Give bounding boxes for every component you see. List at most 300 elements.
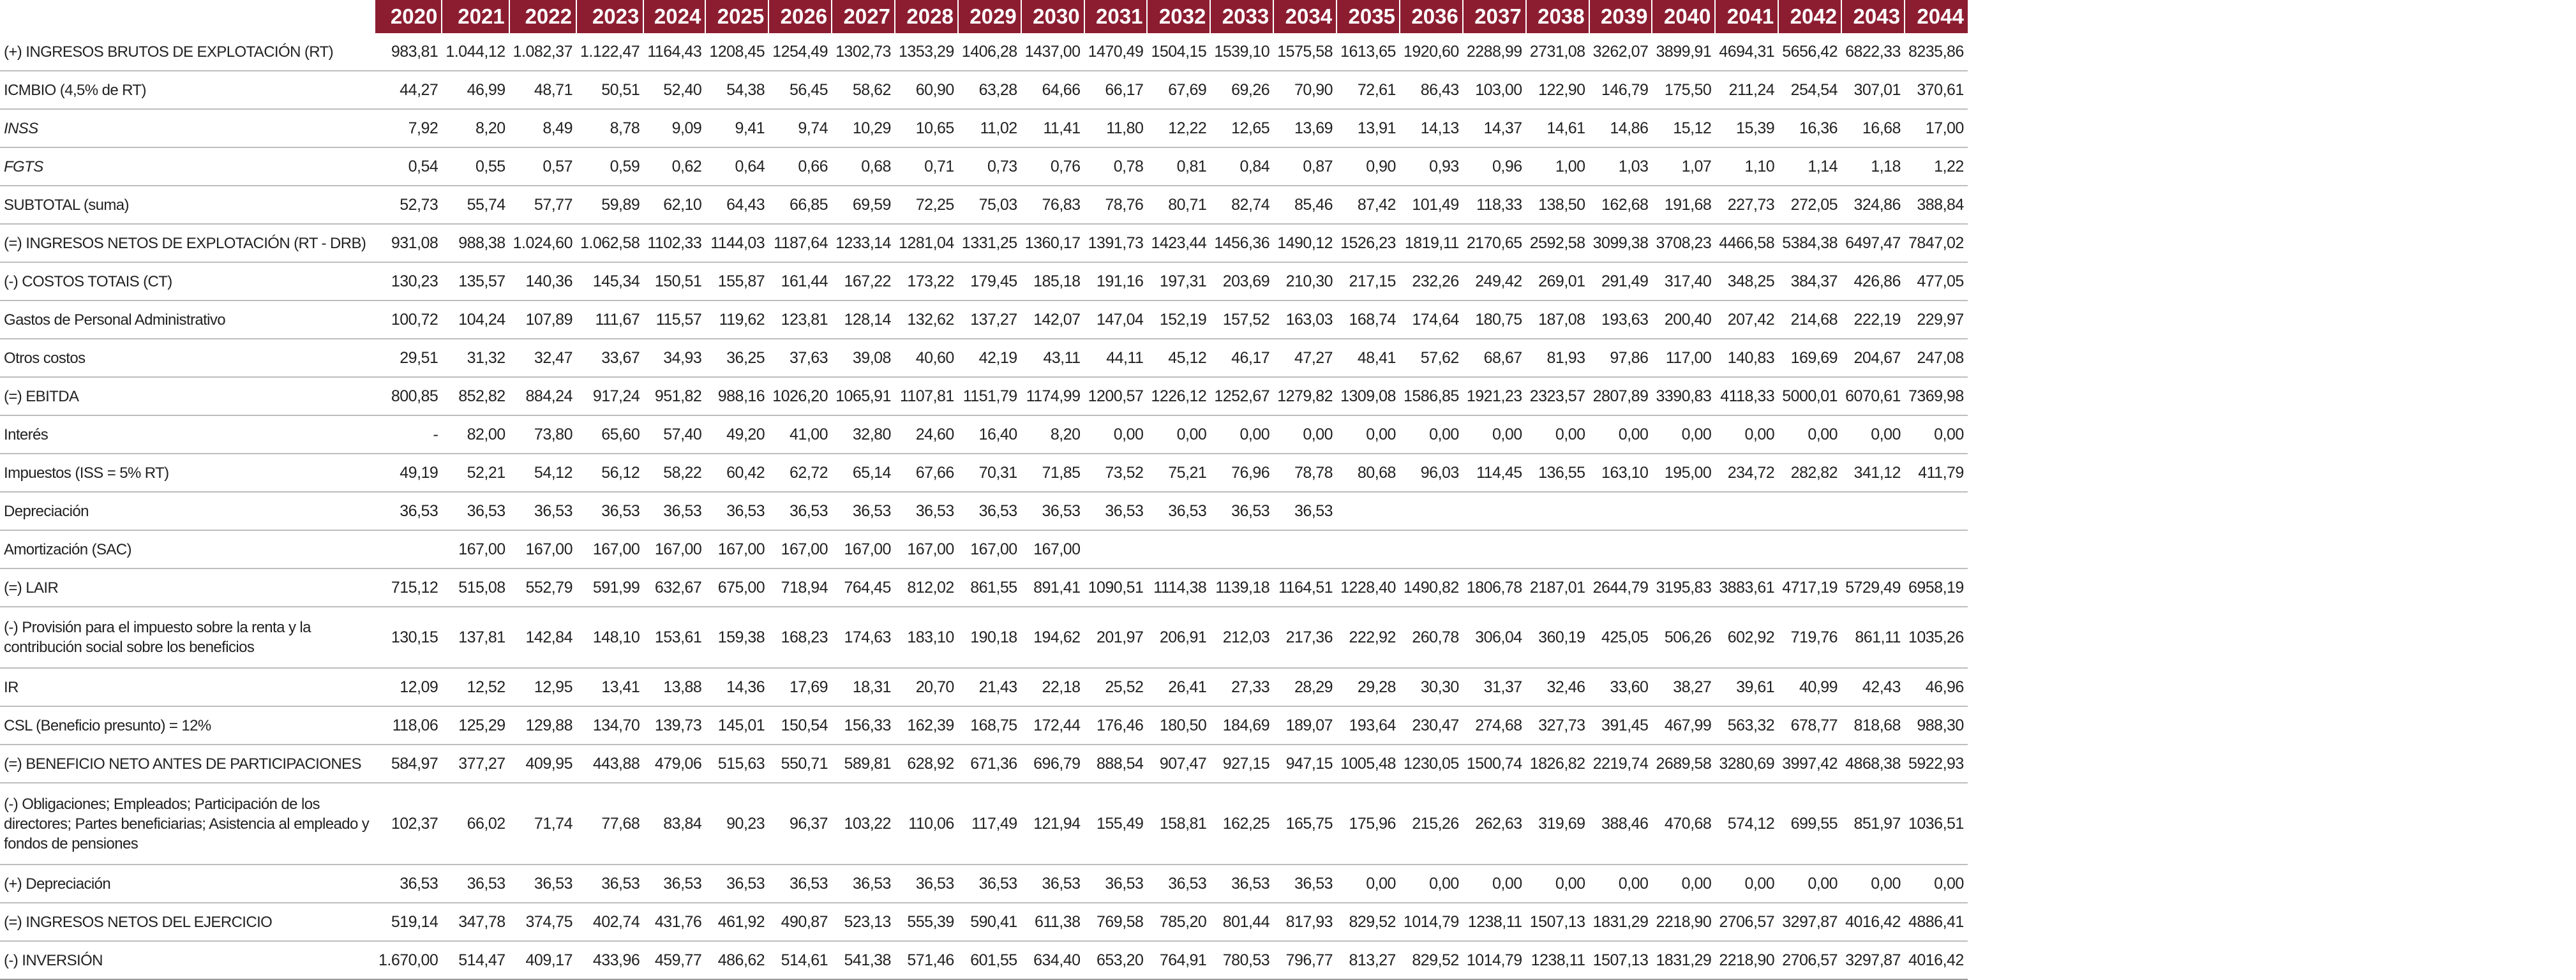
value-cell: 175,96: [1337, 783, 1400, 865]
value-cell: 36,53: [643, 865, 705, 903]
value-cell: 227,73: [1715, 186, 1778, 224]
value-cell: 167,00: [832, 530, 895, 568]
value-cell: 78,78: [1273, 454, 1337, 492]
value-cell: 0,00: [1905, 415, 1968, 454]
value-cell: 167,00: [705, 530, 768, 568]
value-cell: 0,59: [576, 147, 643, 186]
value-cell: 42,43: [1841, 668, 1905, 706]
value-cell: 36,53: [1084, 492, 1148, 530]
row-label: Otros costos: [0, 339, 375, 377]
value-cell: 66,02: [442, 783, 509, 865]
value-cell: 988,30: [1905, 706, 1968, 745]
value-cell: 8,20: [442, 109, 509, 147]
value-cell: [1715, 492, 1778, 530]
value-cell: 66,85: [768, 186, 832, 224]
value-cell: 80,68: [1337, 454, 1400, 492]
value-cell: 1302,73: [832, 33, 895, 71]
value-cell: 195,00: [1652, 454, 1715, 492]
value-cell: 16,68: [1841, 109, 1905, 147]
value-cell: 136,55: [1526, 454, 1589, 492]
value-cell: 1507,13: [1526, 903, 1589, 941]
value-cell: 183,10: [895, 607, 958, 668]
value-cell: 167,00: [442, 530, 509, 568]
value-cell: 73,80: [509, 415, 576, 454]
value-cell: 56,45: [768, 71, 832, 109]
value-cell: 169,69: [1778, 339, 1841, 377]
value-cell: 36,53: [442, 492, 509, 530]
value-cell: 83,84: [643, 783, 705, 865]
value-cell: 0,64: [705, 147, 768, 186]
value-cell: 801,44: [1210, 903, 1273, 941]
value-cell: 1920,60: [1400, 33, 1463, 71]
value-cell: 64,43: [705, 186, 768, 224]
value-cell: 0,00: [1400, 415, 1463, 454]
value-cell: 813,27: [1337, 941, 1400, 979]
value-cell: 282,82: [1778, 454, 1841, 492]
value-cell: 1107,81: [895, 377, 958, 415]
value-cell: 699,55: [1778, 783, 1841, 865]
value-cell: 64,66: [1021, 71, 1084, 109]
value-cell: 137,27: [958, 301, 1021, 339]
value-cell: 168,75: [958, 706, 1021, 745]
value-cell: [1778, 492, 1841, 530]
value-cell: 52,21: [442, 454, 509, 492]
value-cell: 0,00: [1778, 865, 1841, 903]
value-cell: 117,00: [1652, 339, 1715, 377]
value-cell: 162,25: [1210, 783, 1273, 865]
value-cell: 180,50: [1147, 706, 1210, 745]
value-cell: 146,79: [1589, 71, 1652, 109]
value-cell: 75,21: [1147, 454, 1210, 492]
value-cell: 57,40: [643, 415, 705, 454]
value-cell: 175,50: [1652, 71, 1715, 109]
value-cell: 9,74: [768, 109, 832, 147]
value-cell: 374,75: [509, 903, 576, 941]
row-label: (-) Provisión para el impuesto sobre la renta y la contribución social sobre los beneficios: [0, 607, 375, 668]
value-cell: 29,28: [1337, 668, 1400, 706]
value-cell: 0,00: [1715, 415, 1778, 454]
value-cell: 1.024,60: [509, 224, 576, 262]
value-cell: 184,69: [1210, 706, 1273, 745]
value-cell: 189,07: [1273, 706, 1337, 745]
value-cell: 52,73: [375, 186, 442, 224]
year-header: 2043: [1841, 0, 1905, 33]
value-cell: 179,45: [958, 262, 1021, 301]
year-header: 2031: [1084, 0, 1148, 33]
value-cell: 36,53: [895, 492, 958, 530]
value-cell: [1589, 530, 1652, 568]
value-cell: 7,92: [375, 109, 442, 147]
value-cell: 884,24: [509, 377, 576, 415]
value-cell: 207,42: [1715, 301, 1778, 339]
value-cell: 155,49: [1084, 783, 1148, 865]
value-cell: 36,53: [576, 865, 643, 903]
value-cell: 36,53: [643, 492, 705, 530]
value-cell: 65,60: [576, 415, 643, 454]
value-cell: 1005,48: [1337, 745, 1400, 783]
value-cell: 1114,38: [1147, 568, 1210, 607]
value-cell: 161,44: [768, 262, 832, 301]
value-cell: 307,01: [1841, 71, 1905, 109]
value-cell: 73,52: [1084, 454, 1148, 492]
value-cell: 6070,61: [1841, 377, 1905, 415]
value-cell: 1,14: [1778, 147, 1841, 186]
value-cell: [1337, 492, 1400, 530]
row-label: (=) INGRESOS NETOS DEL EJERCICIO: [0, 903, 375, 941]
value-cell: 1139,18: [1210, 568, 1273, 607]
row-label: SUBTOTAL (suma): [0, 186, 375, 224]
value-cell: 571,46: [895, 941, 958, 979]
value-cell: 1208,45: [705, 33, 768, 71]
value-cell: 409,17: [509, 941, 576, 979]
value-cell: [1526, 492, 1589, 530]
value-cell: 36,53: [442, 865, 509, 903]
value-cell: 121,94: [1021, 783, 1084, 865]
value-cell: 71,85: [1021, 454, 1084, 492]
value-cell: 77,68: [576, 783, 643, 865]
value-cell: 402,74: [576, 903, 643, 941]
value-cell: [1084, 530, 1148, 568]
year-header: 2024: [643, 0, 705, 33]
value-cell: 3297,87: [1841, 941, 1905, 979]
value-cell: 86,43: [1400, 71, 1463, 109]
value-cell: 163,10: [1589, 454, 1652, 492]
value-cell: 34,93: [643, 339, 705, 377]
value-cell: 101,49: [1400, 186, 1463, 224]
value-cell: 36,53: [576, 492, 643, 530]
value-cell: 117,49: [958, 783, 1021, 865]
value-cell: 274,68: [1463, 706, 1526, 745]
value-cell: 232,26: [1400, 262, 1463, 301]
value-cell: 48,71: [509, 71, 576, 109]
value-cell: 103,22: [832, 783, 895, 865]
value-cell: 917,24: [576, 377, 643, 415]
table-row: [0, 745, 1968, 783]
value-cell: 103,00: [1463, 71, 1526, 109]
value-cell: 2187,01: [1526, 568, 1589, 607]
value-cell: 4868,38: [1841, 745, 1905, 783]
value-cell: 32,47: [509, 339, 576, 377]
value-cell: 601,55: [958, 941, 1021, 979]
value-cell: 132,62: [895, 301, 958, 339]
value-cell: 40,99: [1778, 668, 1841, 706]
year-header: 2032: [1147, 0, 1210, 33]
value-cell: 17,69: [768, 668, 832, 706]
value-cell: 29,51: [375, 339, 442, 377]
value-cell: 36,53: [768, 492, 832, 530]
value-cell: 96,37: [768, 783, 832, 865]
value-cell: 3262,07: [1589, 33, 1652, 71]
year-header: 2040: [1652, 0, 1715, 33]
value-cell: 36,53: [895, 865, 958, 903]
value-cell: 76,83: [1021, 186, 1084, 224]
value-cell: 0,87: [1273, 147, 1337, 186]
value-cell: 174,63: [832, 607, 895, 668]
value-cell: 97,86: [1589, 339, 1652, 377]
value-cell: 8,78: [576, 109, 643, 147]
value-cell: 1174,99: [1021, 377, 1084, 415]
value-cell: 634,40: [1021, 941, 1084, 979]
value-cell: 36,53: [832, 865, 895, 903]
value-cell: 291,49: [1589, 262, 1652, 301]
value-cell: 115,57: [643, 301, 705, 339]
value-cell: 7369,98: [1905, 377, 1968, 415]
value-cell: 13,69: [1273, 109, 1337, 147]
value-cell: 1.062,58: [576, 224, 643, 262]
year-header: 2037: [1463, 0, 1526, 33]
year-header: 2038: [1526, 0, 1589, 33]
value-cell: 1360,17: [1021, 224, 1084, 262]
value-cell: 229,97: [1905, 301, 1968, 339]
value-cell: 5384,38: [1778, 224, 1841, 262]
table-row: [0, 301, 1968, 339]
value-cell: 167,00: [895, 530, 958, 568]
value-cell: 4717,19: [1778, 568, 1841, 607]
value-cell: 4694,31: [1715, 33, 1778, 71]
value-cell: 152,19: [1147, 301, 1210, 339]
value-cell: 800,85: [375, 377, 442, 415]
value-cell: [1400, 492, 1463, 530]
value-cell: 541,38: [832, 941, 895, 979]
value-cell: 36,53: [1210, 865, 1273, 903]
table-row: [0, 706, 1968, 745]
value-cell: 829,52: [1337, 903, 1400, 941]
value-cell: 388,46: [1589, 783, 1652, 865]
value-cell: 1151,79: [958, 377, 1021, 415]
value-cell: 1164,43: [643, 33, 705, 71]
value-cell: 148,10: [576, 607, 643, 668]
value-cell: 988,16: [705, 377, 768, 415]
value-cell: 927,15: [1210, 745, 1273, 783]
value-cell: 324,86: [1841, 186, 1905, 224]
value-cell: 8235,86: [1905, 33, 1968, 71]
value-cell: 443,88: [576, 745, 643, 783]
value-cell: 514,61: [768, 941, 832, 979]
value-cell: 515,08: [442, 568, 509, 607]
value-cell: 0,00: [1526, 865, 1589, 903]
value-cell: 14,61: [1526, 109, 1589, 147]
value-cell: 384,37: [1778, 262, 1841, 301]
value-cell: 118,06: [375, 706, 442, 745]
value-cell: [1526, 530, 1589, 568]
value-cell: 78,76: [1084, 186, 1148, 224]
value-cell: 167,00: [1021, 530, 1084, 568]
value-cell: 0,78: [1084, 147, 1148, 186]
value-cell: 230,47: [1400, 706, 1463, 745]
value-cell: 2218,90: [1715, 941, 1778, 979]
value-cell: 653,20: [1084, 941, 1148, 979]
value-cell: 137,81: [442, 607, 509, 668]
value-cell: 1504,15: [1147, 33, 1210, 71]
value-cell: 45,12: [1147, 339, 1210, 377]
value-cell: 671,36: [958, 745, 1021, 783]
value-cell: 36,53: [705, 865, 768, 903]
value-cell: 48,41: [1337, 339, 1400, 377]
value-cell: 58,22: [643, 454, 705, 492]
value-cell: 467,99: [1652, 706, 1715, 745]
value-cell: 0,00: [1463, 865, 1526, 903]
value-cell: 1437,00: [1021, 33, 1084, 71]
value-cell: 4016,42: [1841, 903, 1905, 941]
value-cell: 190,18: [958, 607, 1021, 668]
value-cell: 36,53: [375, 865, 442, 903]
value-cell: 1036,51: [1905, 783, 1968, 865]
value-cell: 0,00: [1589, 415, 1652, 454]
value-cell: 696,79: [1021, 745, 1084, 783]
year-header: 2027: [832, 0, 895, 33]
value-cell: 1575,58: [1273, 33, 1337, 71]
value-cell: 7847,02: [1905, 224, 1968, 262]
value-cell: 135,57: [442, 262, 509, 301]
value-cell: 172,44: [1021, 706, 1084, 745]
value-cell: [1652, 492, 1715, 530]
value-cell: 25,52: [1084, 668, 1148, 706]
value-cell: 69,59: [832, 186, 895, 224]
value-cell: 8,49: [509, 109, 576, 147]
value-cell: 1391,73: [1084, 224, 1148, 262]
value-cell: 36,53: [509, 865, 576, 903]
value-cell: 947,15: [1273, 745, 1337, 783]
value-cell: 1,18: [1841, 147, 1905, 186]
table-row: [0, 668, 1968, 706]
value-cell: 1423,44: [1147, 224, 1210, 262]
value-cell: 1226,12: [1147, 377, 1210, 415]
value-cell: 12,52: [442, 668, 509, 706]
value-cell: 0,81: [1147, 147, 1210, 186]
value-cell: 6497,47: [1841, 224, 1905, 262]
value-cell: 22,18: [1021, 668, 1084, 706]
value-cell: 1144,03: [705, 224, 768, 262]
value-cell: 70,31: [958, 454, 1021, 492]
value-cell: 563,32: [1715, 706, 1778, 745]
value-cell: 678,77: [1778, 706, 1841, 745]
value-cell: 1026,20: [768, 377, 832, 415]
value-cell: 0,00: [1778, 415, 1841, 454]
value-cell: 2288,99: [1463, 33, 1526, 71]
value-cell: 249,42: [1463, 262, 1526, 301]
value-cell: [1905, 492, 1968, 530]
value-cell: 1,03: [1589, 147, 1652, 186]
value-cell: 6822,33: [1841, 33, 1905, 71]
value-cell: 130,23: [375, 262, 442, 301]
value-cell: 36,25: [705, 339, 768, 377]
year-header: 2033: [1210, 0, 1273, 33]
value-cell: -: [375, 415, 442, 454]
value-cell: 71,74: [509, 783, 576, 865]
value-cell: 167,00: [958, 530, 1021, 568]
value-cell: 66,17: [1084, 71, 1148, 109]
value-cell: 70,90: [1273, 71, 1337, 109]
value-cell: 206,91: [1147, 607, 1210, 668]
value-cell: 40,60: [895, 339, 958, 377]
value-cell: 55,74: [442, 186, 509, 224]
table-body: [0, 33, 1968, 979]
value-cell: 433,96: [576, 941, 643, 979]
value-cell: 1.044,12: [442, 33, 509, 71]
value-cell: 3280,69: [1715, 745, 1778, 783]
value-cell: 62,10: [643, 186, 705, 224]
value-cell: 461,92: [705, 903, 768, 941]
table-row: [0, 377, 1968, 415]
value-cell: 983,81: [375, 33, 442, 71]
value-cell: 0,00: [1652, 865, 1715, 903]
value-cell: 145,34: [576, 262, 643, 301]
value-cell: 254,54: [1778, 71, 1841, 109]
value-cell: 194,62: [1021, 607, 1084, 668]
value-cell: 477,05: [1905, 262, 1968, 301]
value-cell: 142,07: [1021, 301, 1084, 339]
value-cell: 36,53: [1210, 492, 1273, 530]
value-cell: 1819,11: [1400, 224, 1463, 262]
value-cell: 2592,58: [1526, 224, 1589, 262]
value-cell: 8,20: [1021, 415, 1084, 454]
value-cell: 110,06: [895, 783, 958, 865]
value-cell: 519,14: [375, 903, 442, 941]
value-cell: 1826,82: [1526, 745, 1589, 783]
value-cell: 153,61: [643, 607, 705, 668]
value-cell: 212,03: [1210, 607, 1273, 668]
row-label: Gastos de Personal Administrativo: [0, 301, 375, 339]
value-cell: 107,89: [509, 301, 576, 339]
value-cell: 13,41: [576, 668, 643, 706]
value-cell: 36,53: [1084, 865, 1148, 903]
value-cell: 628,92: [895, 745, 958, 783]
value-cell: 60,42: [705, 454, 768, 492]
value-cell: 10,65: [895, 109, 958, 147]
value-cell: 851,97: [1841, 783, 1905, 865]
value-cell: 56,12: [576, 454, 643, 492]
value-cell: 3297,87: [1778, 903, 1841, 941]
value-cell: 63,28: [958, 71, 1021, 109]
value-cell: 1187,64: [768, 224, 832, 262]
table-row: [0, 454, 1968, 492]
value-cell: 11,41: [1021, 109, 1084, 147]
value-cell: 80,71: [1147, 186, 1210, 224]
value-cell: 163,03: [1273, 301, 1337, 339]
value-cell: 2644,79: [1589, 568, 1652, 607]
value-cell: 764,45: [832, 568, 895, 607]
value-cell: 21,43: [958, 668, 1021, 706]
value-cell: 1490,12: [1273, 224, 1337, 262]
value-cell: 1.082,37: [509, 33, 576, 71]
value-cell: 145,01: [705, 706, 768, 745]
row-label: ICMBIO (4,5% de RT): [0, 71, 375, 109]
table-row: [0, 147, 1968, 186]
value-cell: 38,27: [1652, 668, 1715, 706]
value-cell: 3099,38: [1589, 224, 1652, 262]
table-row: [0, 568, 1968, 607]
value-cell: 42,19: [958, 339, 1021, 377]
value-cell: 1586,85: [1400, 377, 1463, 415]
value-cell: 82,74: [1210, 186, 1273, 224]
year-header: 2042: [1778, 0, 1841, 33]
value-cell: 36,53: [832, 492, 895, 530]
value-cell: 1406,28: [958, 33, 1021, 71]
value-cell: 52,40: [643, 71, 705, 109]
value-cell: 719,76: [1778, 607, 1841, 668]
value-cell: 4118,33: [1715, 377, 1778, 415]
row-label: (=) LAIR: [0, 568, 375, 607]
table-row: [0, 492, 1968, 530]
value-cell: 0,96: [1463, 147, 1526, 186]
table-row: [0, 224, 1968, 262]
value-cell: 0,84: [1210, 147, 1273, 186]
value-cell: 167,00: [576, 530, 643, 568]
value-cell: 459,77: [643, 941, 705, 979]
value-cell: 715,12: [375, 568, 442, 607]
value-cell: 36,53: [705, 492, 768, 530]
value-cell: 1456,36: [1210, 224, 1273, 262]
